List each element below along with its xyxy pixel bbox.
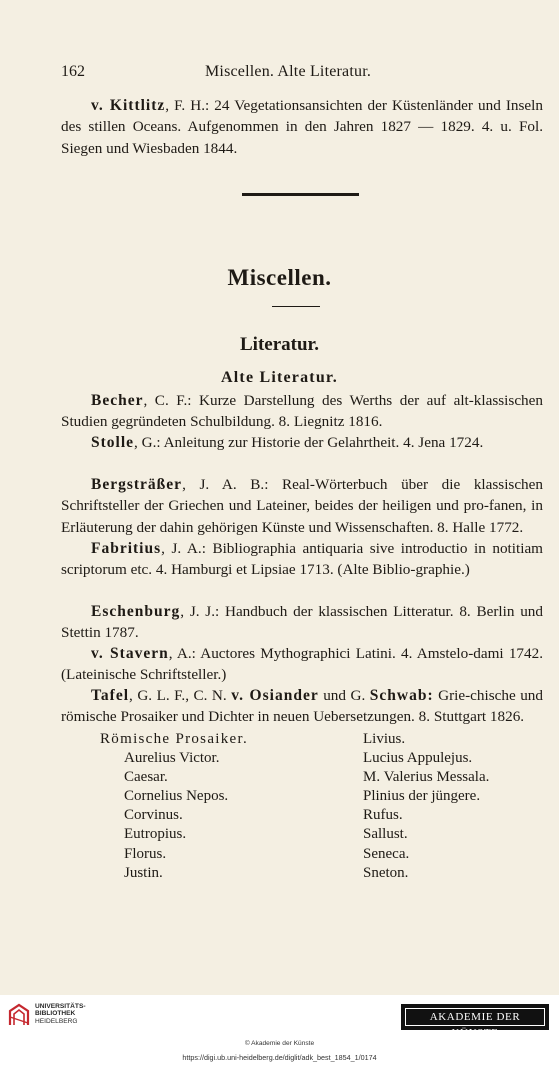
list-item: Florus. — [124, 845, 167, 862]
library-name-line: UNIVERSITÄTS- — [35, 1003, 86, 1010]
subsubsection-heading: Alte Literatur. — [221, 369, 338, 386]
entry-bergstraesser — [61, 474, 543, 538]
library-name-line: HEIDELBERG — [35, 1017, 78, 1025]
entry-text: , G. L. F., C. N. — [129, 687, 232, 704]
running-header — [0, 60, 559, 84]
university-library-name[interactable] — [35, 1003, 86, 1025]
list-item: M. Valerius Messala. — [363, 769, 490, 786]
list-item: Rufus. — [363, 807, 403, 824]
list-item: Lucius Appulejus. — [363, 750, 473, 767]
entry-becher — [61, 390, 543, 433]
section-heading: Miscellen. — [227, 265, 332, 290]
list-item: Plinius der jüngere. — [363, 788, 481, 805]
entry-stolle — [61, 432, 543, 453]
author-name: Bergsträßer — [91, 476, 183, 493]
entry-fabritius — [61, 538, 543, 581]
list-item: Cornelius Nepos. — [124, 788, 229, 805]
author-name: Becher — [91, 392, 144, 409]
author-name: Schwab: — [369, 687, 434, 704]
running-title: Miscellen. Alte Literatur. — [205, 63, 372, 80]
subsection-heading: Literatur. — [240, 334, 319, 355]
university-library-logo-icon[interactable] — [8, 1003, 30, 1027]
list-item: Sneton. — [363, 864, 409, 881]
entry-text: und G. — [318, 687, 370, 704]
list-item: Corvinus. — [124, 807, 183, 824]
entry-eschenburg — [61, 601, 543, 644]
permalink-url[interactable]: https://digi.ub.uni-heidelberg.de/diglit/adk_best_1854_1/0174 — [182, 1053, 377, 1062]
section-divider-rule — [242, 193, 359, 196]
entry-text: , J. A.: Bibliographia antiquaria sive introductio in notitiam scriptorum etc. 4. Hamburgi et Lipsiae 1713. (Alte Biblio-graphie.) — [61, 540, 543, 579]
copyright-notice: © Akademie der Künste — [244, 1040, 315, 1047]
author-name: v. Osiander — [231, 687, 319, 704]
entry-text: , F. H.: 24 Vegetationsansichten der Küstenländer und Inseln des stillen Oceans. Aufgenommen in den Jahren 1827 — 1829. 4. u. Fol. Siegen und Wiesbaden 1844. — [61, 97, 543, 157]
list-item: Aurelius Victor. — [124, 750, 220, 767]
page-number: 162 — [61, 63, 85, 80]
entry-text: Grie-chische und römische Prosaiker und Dichter in neuen Uebersetzungen. 8. Stuttgart 1826. — [61, 687, 543, 726]
author-name: Eschenburg — [91, 603, 181, 620]
entry-stavern — [61, 643, 543, 686]
library-name-line: BIBLIOTHEK — [35, 1010, 76, 1018]
list-item: Sallust. — [363, 826, 408, 843]
list-item: Seneca. — [363, 845, 410, 862]
entry-text: , A.: Auctores Mythographici Latini. 4. Amstelo-dami 1742. (Lateinische Schriftsteller.) — [61, 645, 543, 684]
author-name: Fabritius — [91, 540, 162, 557]
entry-text: , J. A. B.: Real-Wörterbuch über die klassischen Schriftsteller der Griechen und Lateiner, beides der heiligen und pro-fanen, in Erläuterung der dahin gehörigen Künste und Wissenschaften. 8. Halle 1772. — [61, 476, 543, 536]
entry-text: , C. F.: Kurze Darstellung des Werths der auf alt-klassischen Studien gegründeten Schulbildung. 8. Liegnitz 1816. — [61, 392, 543, 431]
entry-text: , J. J.: Handbuch der klassischen Litteratur. 8. Berlin und Stettin 1787. — [61, 603, 543, 642]
heading-rule — [272, 306, 320, 307]
viewer-footer — [0, 995, 559, 1065]
author-list-right — [363, 730, 489, 883]
author-name: v. Stavern — [91, 645, 169, 662]
author-name: Stolle — [91, 434, 135, 451]
author-list-left — [100, 730, 248, 883]
list-item: Caesar. — [124, 769, 168, 786]
author-name: Tafel — [91, 687, 130, 704]
author-name: v. Kittlitz — [91, 97, 166, 114]
akademie-logo-text: AKADEMIE DER KÜNSTE — [405, 1008, 545, 1026]
list-item: Justin. — [124, 864, 163, 881]
entry-tafel — [61, 685, 543, 728]
list-heading: Römische Prosaiker. — [100, 731, 249, 747]
akademie-logo[interactable] — [401, 1004, 549, 1039]
list-item: Livius. — [363, 731, 406, 747]
list-item: Eutropius. — [124, 826, 187, 843]
entry-text: , G.: Anleitung zur Historie der Gelahrtheit. 4. Jena 1724. — [134, 434, 484, 451]
entry-kittlitz — [61, 95, 543, 159]
